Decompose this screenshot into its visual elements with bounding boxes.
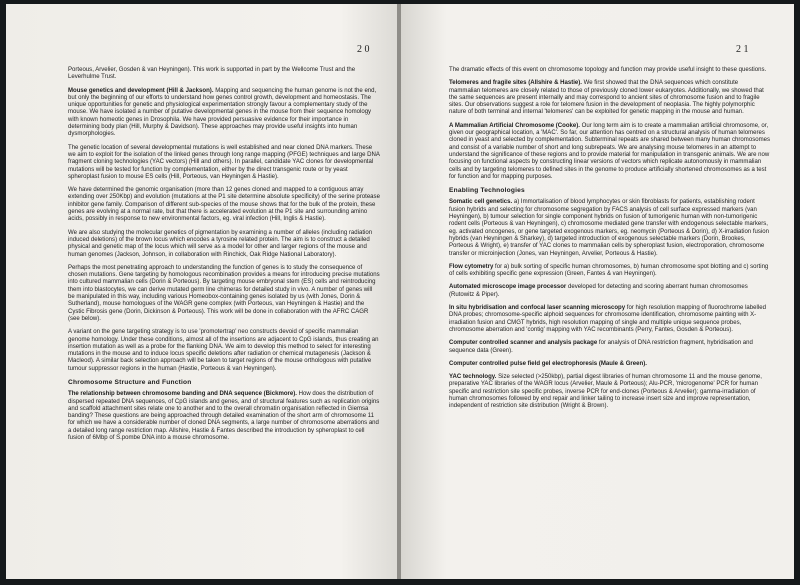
paragraph-text: for high resolution mapping of fluorochrome labelled DNA probes; chromosome-specific alphoid sequences for chromosome identification, chromosome painting with X-irradiation fusion and CMGT hybrids, high resolution mapping of single and multiple unique sequence probes, chromosome aberration and 'contig' mapping with YAC recombinants (Perry, Fantes, Gosden & Porteous). <box>449 305 766 333</box>
left-page <box>6 4 399 579</box>
paragraph-text: A variant on the gene targeting strategy is to use 'promotertrap' neo constructs devoid of specific mammalian genome homology. Under these conditions, almost all of the insertions are adjacent to CpG islands, thus creating an insertion mutation as well as a probe for the flanking DNA. We aim to develop this method to select for interesting mutations in the mouse and to induce locus specific deletions after radiation or chemical mutagenesis (Jackson & Macleod). A similar back selection approach will be taken to target regions of the mouse orthologous with putative tumour suppressor regions in the human (Hastie, Porteous & van Heyningen). <box>68 329 379 372</box>
paragraph-text: Perhaps the most penetrating approach to understanding the function of genes is to study the consequence of chosen mutations. Gene targeting by homologous recombination provides a means for introducing precise mutations into cultured mammalian cells (Dorin & Porteous). By targeting mouse embryonal stem (ES) cells and reintroducing them into blastocytes, we can derive mutated germ line chimeras for detailed study in vivo. A number of genes will be manipulated in this way, including various Homeobox-containing genes isolated by us (with Jones, Dorin & Sutherland), mouse homologues of the WAGR gene complex (with Porteous, van Heyningen & Hastie) and the Cystic Fibrosis gene (Dorin, Dickinson & Porteous). This work will be done in collaboration with the AFRC CAGR (see below). <box>68 264 380 322</box>
paragraph <box>68 145 380 181</box>
paragraph <box>449 374 771 410</box>
paragraph <box>68 67 380 82</box>
paragraph <box>68 88 380 139</box>
paragraph-heading: YAC technology. <box>449 374 497 381</box>
page-number: 2 1 <box>736 44 749 55</box>
paragraph <box>449 199 771 257</box>
paragraph <box>68 265 380 323</box>
paragraph-heading: Telomeres and fragile sites (Allshire & Hastie). <box>449 80 582 87</box>
paragraph <box>449 67 771 74</box>
paragraph <box>449 305 771 334</box>
text-column <box>68 67 380 448</box>
section-heading: Enabling Technologies <box>449 187 525 195</box>
paragraph-text: Mapping and sequencing the human genome is not the end, but only the beginning of our efforts to understand how genes control growth, development and homeostasis. The unique opportunities for genetic and physiological experimentation strongly favour a complementary study of the mouse. We have isolated a number of putative developmental genes in the mouse from their sequence homology with known homeotic genes in Drosophila. We have provided persuasive evidence for their importance in determining body plan (Hill, Murphy & Davidson). These approaches may provide useful insights into human dysmorphologies. <box>68 87 377 138</box>
paragraph <box>449 284 771 299</box>
section-heading: Chromosome Structure and Function <box>68 378 192 386</box>
paragraph-text: We first showed that the DNA sequences which constitute mammalian telomeres are closely related to those of previously cloned lower eukaryotes. Additionally, we showed that the same sequences are present internally and may correspond to ancient sites of chromosome fusion and to fragile sites. Our observations suggest a role for telomere fusion in the development of neoplasia. The highly polymorphic nature of both terminal and internal 'telomeres' can be exploited for genetic mapping in the mouse and human. <box>449 80 764 116</box>
book-spread <box>6 4 794 579</box>
paragraph-text: Our long term aim is to create a mammalian artificial chromosome, or, given our geographical location, a 'MAC'. So far, our attention has centred on a structural analysis of human telomeres cloned in yeast and selected by complementation. Subterminal repeats are shared between many human chromosomes and consist of a variable number of short and long subrepeats. We are analysing mouse telomeres in an attempt to understand the significance of these regions and to provide material for manipulation in transgenic animals. We are now focusing on functional aspects by constructing linear versions of vectors which replicate autonomously in mammalian cells and by targeting telomeres to defined sites in the genome to produce artificially shortened chromosomes as a test for function and for mapping purposes. <box>449 122 770 180</box>
paragraph-heading: The relationship between chromosome banding and DNA sequence (Bickmore). <box>68 391 297 398</box>
paragraph-text: The dramatic effects of this event on chromosome topology and function may provide useful insight to these questions. <box>449 67 767 73</box>
paragraph <box>449 264 771 279</box>
paragraph-heading: In situ hybridisation and confocal laser scanning microscopy <box>449 305 626 312</box>
paragraph <box>68 391 380 442</box>
page-number: 2 0 <box>357 44 370 55</box>
paragraph-text: How does the distribution of dispersed repeated DNA sequences, of CpG islands and genes, and of structural features such as replication origins and scaffold attachment sites relate one to another and to the overall chromatin organisation reflected in Giemsa banding? These questions are being approached through detailed examination of the short arm of chromosome 11 for which we have a considerable number of cloned DNA segments, a large number of chromosome aberrations and a detailed long range restriction map. Allshire, Hastie & Fantes described the introduction by spheroplast to cell fusion of 6Mbp of S.pombe DNA into a mouse chromosome. <box>68 391 380 442</box>
paragraph-heading: Computer controlled scanner and analysis package <box>449 340 598 347</box>
paragraph-heading: Mouse genetics and development (Hill & Jackson). <box>68 87 214 94</box>
right-page <box>399 4 794 579</box>
paragraph-heading: A Mammalian Artificial Chromosome (Cooke). <box>449 122 580 129</box>
paragraph-heading: Flow cytometry <box>449 263 494 270</box>
paragraph-heading: Automated microscope image processor <box>449 284 567 291</box>
paragraph-text: for a) bulk sorting of specific human chromosomes, b) human chromosome spot blotting and c) sorting of cells exhibiting specific gene expression (Green, Fantes & van Heyningen). <box>449 263 769 278</box>
paragraph <box>68 329 380 373</box>
book-gutter <box>397 4 401 579</box>
paragraph-text: The genetic location of several developmental mutations is well established and near cloned DNA markers. These we aim to exploit for the isolation of the linked genes through long range mapping (PFGE) techniques and large DNA fragment cloning technologies (YAC vectors) (Hill and others). In parallel, candidate YAC clones for developmental mutations will be tested for function by complementation, either by the direct transgenic route or by yeast spheroplast fusion to mouse ES cells (Hill, Porteous, van Heyningen & Hastie). <box>68 144 380 180</box>
paragraph <box>449 123 771 181</box>
paragraph-text: developed for detecting and scoring aberrant human chromosomes (Rutowitz & Piper). <box>449 284 748 298</box>
paragraph <box>449 361 771 368</box>
paragraph-text: for analysis of DNA restriction fragment, hybridisation and sequence data (Green). <box>449 340 753 354</box>
paragraph-text: We have determined the genomic organisation (more than 12 genes cloned and mapped to a contiguous array extending over 250Kbp) and evolution (mutations at the P1 site determine absolute specificity) of the serine protease inhibitor gene family. Comparison of different sub-species of the mouse shows that for the bulk of the protein, these genes are evolving at a normal rate, but that there is accelerated evolution at the P1 site and surrounding amino acids, possibly in response to new environmental factors, eg. viral infection (Hill, Inglis & Hastie). <box>68 187 380 223</box>
text-column <box>449 67 771 417</box>
paragraph <box>449 340 771 355</box>
paragraph-heading: Somatic cell genetics. <box>449 199 513 206</box>
paragraph-text: Porteous, Arvelier, Gosden & van Heyningen). This work is supported in part by the Wellcome Trust and the Leverhulme Trust. <box>68 67 356 81</box>
paragraph <box>68 187 380 223</box>
paragraph <box>68 230 380 259</box>
paragraph <box>449 80 771 116</box>
paragraph-text: Size selected (>250kbp), partial digest libraries of human chromosome 11 and the mouse genome, preparative YAC libraries of the WAGR locus (Arvelier, Maule & Porteous); Alu-PCR, 'microgenome' PCR for human specific and restriction site specific probes, inverse PCR for end-clones (Porteous & Arvelier); gamma-irradiation of human chromosomes followed by end repair and linker tailing to increase insert size and improve representation, independent of restriction site distribution (Wright & Brown). <box>449 374 762 410</box>
paragraph-text: We are also studying the molecular genetics of pigmentation by examining a number of alleles (including radiation induced deletions) of the brown locus which encodes a tyrosine related protein. The aim is to construct a detailed physical and genetic map of the locus which will serve as a model for other and larger regions of the mouse and human genomes (Jackson, Johnson, in collaboration with Rinchick, Oak Ridge National Laboratory). <box>68 229 373 258</box>
paragraph-text: a) Immortalisation of blood lymphocytes or skin fibroblasts for patients, establishing rodent fusion hybrids and selecting for chromosome segregation by FACS analysis of cell surface expressed markers (van Heyningen), b) tumour selection for single component hybrids on fusion of tumorigenic human with non-tumorigenic rodent cells (Porteous & van Heyningen), c) chromosome mediated gene transfer with endogenous selectable markers, eg. activated oncogenes, or gene targeted exogenous markers, eg. neomycin (Porteous & Dorin), d) X-irradiation fusion hybrids (van Heyningen & Sharkey), d) targeted introduction of exogenous selectable markers (Dorin, Brookes, Porteous & Wright), e) transfer of YAC clones to mammalian cells by spheroplast fusion, electroporation, chromosome transfer or microinjection (Jones, van Heyningen, Arvelier, Porteous & Hastie). <box>449 199 769 257</box>
paragraph-heading: Computer controlled pulse field gel electrophoresis (Maule & Green). <box>449 360 647 367</box>
